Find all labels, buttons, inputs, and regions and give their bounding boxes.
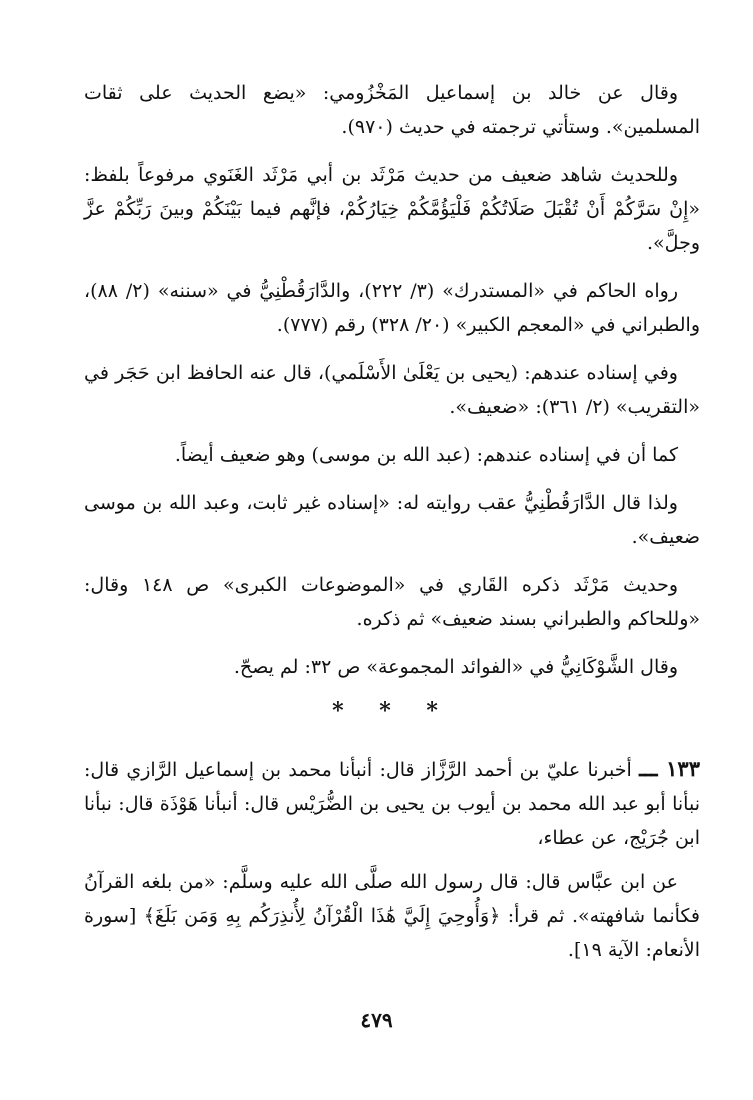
paragraph-abdullah: كما أن في إسناده عندهم: (عبد الله بن موسى) وهو ضعيف أيضاً. [174, 444, 678, 466]
hadith-isnad-text: أخبرنا عليّ بن أحمد الرَّزَّاز قال: أنبأنا محمد بن إسماعيل الرَّازي قال: نبأنا أبو عبد الله محمد بن أيوب بن يحيى بن الضُّرَيْس قال: أنبأنا هَوْذَة قال: نبأنا ابن جُرَيْج، عن عطاء، [84, 759, 700, 849]
paragraph-takhrij: رواه الحاكم في «المستدرك» (٣/ ٢٢٢)، والدَّارَقُطْنِيُّ في «سننه» (٢/ ٨٨)، والطبراني في «المعجم الكبير» (٢٠/ ٣٢٨) رقم (٧٧٧). [84, 280, 700, 336]
paragraph-isnad-yahya: وفي إسناده عندهم: (يحيى بن يَعْلَىٰ الأَسْلَمي)، قال عنه الحافظ ابن حَجَر في «التقريب» (٢/ ٣٦١): «ضعيف». [84, 362, 700, 418]
page-body [84, 76, 700, 981]
paragraph-shahid: وللحديث شاهد ضعيف من حديث مَرْثَد بن أبي مَرْثَد الغَنَوي مرفوعاً بلفظ: «إِنْ سَرَّكُمْ أَنْ تُقْبَلَ صَلَاتُكُمْ فَلْيَؤُمَّكُمْ خِيَارُكُمْ، فإنَّهم فيما بَيْنَكُمْ وبينَ رَبِّكُمْ عزَّ وجلَّ». [84, 164, 700, 254]
hadith-number: ١٣٣ ـــ [639, 756, 700, 781]
page-number: ٤٧٩ [360, 1008, 393, 1032]
paragraph-daraqutni: ولذا قال الدَّارَقُطْنِيُّ عقب روايته له: «إسناده غير ثابت، وعبد الله بن موسى ضعيف». [84, 492, 700, 548]
paragraph-shawkani: وقال الشَّوْكَانِيُّ في «الفوائد المجموعة» ص ٣٢: لم يصحّ. [233, 656, 678, 678]
section-separator: * * * [332, 698, 452, 724]
hadith-isnad [84, 752, 700, 855]
paragraph-qari: وحديث مَرْثَد ذكره القَاري في «الموضوعات الكبرى» ص ١٤٨ وقال: «وللحاكم والطبراني بسند ضعيف» ثم ذكره. [84, 574, 700, 630]
paragraph-makhzumi: وقال عن خالد بن إسماعيل المَخْزُومي: «يضع الحديث على ثقات المسلمين». وستأتي ترجمته في حديث (٩٧٠). [84, 82, 700, 138]
hadith-matn: عن ابن عبَّاس قال: قال رسول الله صلَّى الله عليه وسلَّم: «من بلغه القرآنُ فكأنما شافهته». ثم قرأ: ﴿وَأُوحِيَ إِلَيَّ هَٰذَا الْقُرْآنُ لِأُنذِرَكُم بِهِ وَمَن بَلَغَ﴾ [سورة الأنعام: الآية ١٩]. [84, 871, 700, 961]
